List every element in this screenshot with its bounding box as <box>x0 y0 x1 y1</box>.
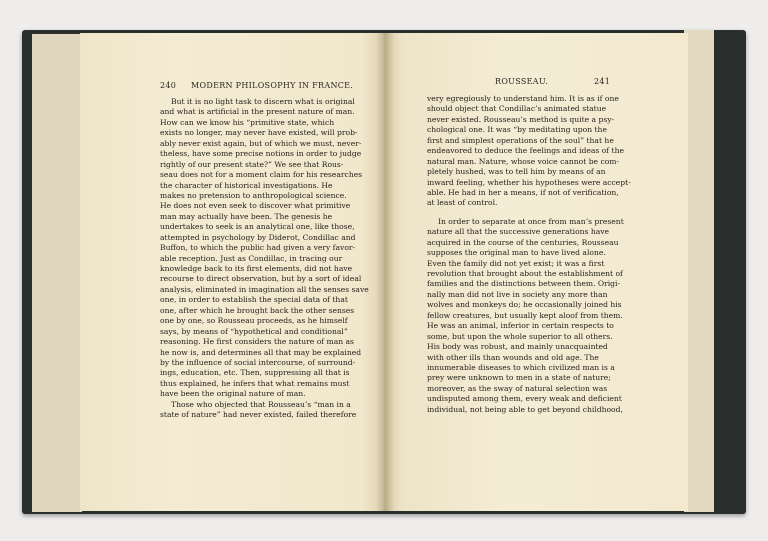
text-line: never existed. Rousseau’s method is quite a psy- <box>427 114 615 124</box>
text-line: exists no longer, may never have existed, will prob- <box>160 128 358 138</box>
text-line: one, in order to establish the special data of that <box>160 295 348 305</box>
text-line: innumerable diseases to which civilized man is a <box>427 362 615 372</box>
text-line: He was an animal, inferior in certain respects to <box>427 321 614 331</box>
right-page-number: 241 <box>594 77 611 86</box>
text-line: have been the original nature of man. <box>160 389 306 399</box>
text-line: attempted in psychology by Diderot, Condillac and <box>160 232 356 242</box>
page-block-left <box>32 34 82 512</box>
text-line: ably never exist again, but of which we must, never- <box>160 138 362 148</box>
text-line: families and the distinctions between them. Origi- <box>427 279 621 289</box>
text-line: very egregiously to understand him. It is as if one <box>427 94 619 103</box>
text-line: wolves and monkeys do; he occasionally joined his <box>427 300 622 310</box>
text-line: and what is artificial in the present nature of man. <box>160 107 355 117</box>
text-line: natural man. Nature, whose voice cannot be com- <box>427 156 620 166</box>
text-line: one, after which he brought back the other senses <box>160 305 355 315</box>
text-line: moreover, as the sway of natural selection was <box>427 383 608 393</box>
book-gutter <box>376 33 394 511</box>
text-line: with other ills than wounds and old age. The <box>427 352 599 362</box>
text-line: inward feeling, whether his hypotheses were accept- <box>427 177 631 187</box>
text-line: prey were unknown to men in a state of nature; <box>427 373 611 383</box>
text-line: fellow creatures, but usually kept aloof from them. <box>427 310 623 320</box>
text-line: able reception. Just as Condillac, in tracing our <box>160 253 343 263</box>
left-page-body <box>160 97 369 421</box>
text-line: pletely hushed, was to tell him by means of an <box>427 167 606 177</box>
text-line: rightly of our present state?” We see that Rous- <box>160 159 344 169</box>
text-line: endeavored to deduce the feelings and ideas of the <box>427 146 624 156</box>
text-line: seau does not for a moment claim for his researches <box>160 170 363 180</box>
right-running-head: ROUSSEAU. <box>495 77 549 86</box>
text-line: nature all that the successive generations have <box>427 227 610 237</box>
text-line: But it is no light task to discern what is original <box>171 97 355 106</box>
text-line: state of nature” had never existed, failed therefore <box>160 410 357 420</box>
right-paragraph-1 <box>427 94 631 209</box>
text-line: the character of historical investigations. He <box>160 180 333 190</box>
text-line: first and simplest operations of the soul” that he <box>427 135 614 145</box>
text-line: individual, not being able to get beyond childhood, <box>427 404 623 414</box>
text-line: knowledge back to its first elements, did not have <box>160 264 353 273</box>
left-page-number: 240 <box>160 81 177 90</box>
text-line: he now is, and determines all that may be explained <box>160 347 362 357</box>
text-line: ings, education, etc. Then, suppressing all that is <box>160 368 350 378</box>
text-line: makes no pretension to anthropological science. <box>160 190 347 200</box>
text-line: thus explained, he infers that what remains must <box>160 378 350 388</box>
text-line: revolution that brought about the establishment of <box>427 269 623 278</box>
text-line: Even the family did not yet exist; it was a first <box>427 258 605 268</box>
left-running-head: MODERN PHILOSOPHY IN FRANCE. <box>191 81 354 90</box>
text-line: undertakes to seek is an analytical one, like those, <box>160 222 355 232</box>
text-line: In order to separate at once from man’s present <box>438 216 624 226</box>
text-line: recourse to direct observation, but by a sort of ideal <box>160 274 362 284</box>
right-paragraph-2 <box>427 216 624 415</box>
text-line: at least of control. <box>427 198 498 208</box>
text-line: Buffon, to which the public had given a very favor- <box>160 243 356 253</box>
text-line: should object that Condillac’s animated statue <box>427 104 607 114</box>
text-line: theless, have some precise notions in order to judge <box>160 149 362 159</box>
text-line: reasoning. He first considers the nature of man as <box>160 337 354 347</box>
text-line: nally man did not live in society any more than <box>427 289 608 299</box>
text-line: chological one. It was “by meditating upon the <box>427 125 607 135</box>
text-line: He does not even seek to discover what primitive <box>160 201 351 211</box>
text-line: undisputed among them, every weak and deficient <box>427 394 622 404</box>
text-line: How can we know his “primitive state, which <box>160 117 335 127</box>
text-line: some, but upon the whole superior to all others. <box>427 331 613 341</box>
right-page-body <box>427 94 631 415</box>
text-line: man may actually have been. The genesis he <box>160 211 333 221</box>
text-line: says, by means of “hypothetical and conditional” <box>160 326 348 336</box>
text-line: able. He had in her a means, if not of verification, <box>427 187 619 197</box>
text-line: Those who objected that Rousseau’s “man in a <box>171 399 351 409</box>
text-line: one by one, so Rousseau proceeds, as he himself <box>160 316 348 326</box>
text-line: analysis, eliminated in imagination all the senses save <box>160 284 369 294</box>
page-block-right <box>684 30 714 512</box>
text-line: by the influence of social intercourse, of surround- <box>160 357 356 367</box>
text-line: acquired in the course of the centuries, Rousseau <box>427 237 619 247</box>
text-line: His body was robust, and mainly unacquainted <box>427 342 608 352</box>
text-line: supposes the original man to have lived alone. <box>427 248 606 258</box>
